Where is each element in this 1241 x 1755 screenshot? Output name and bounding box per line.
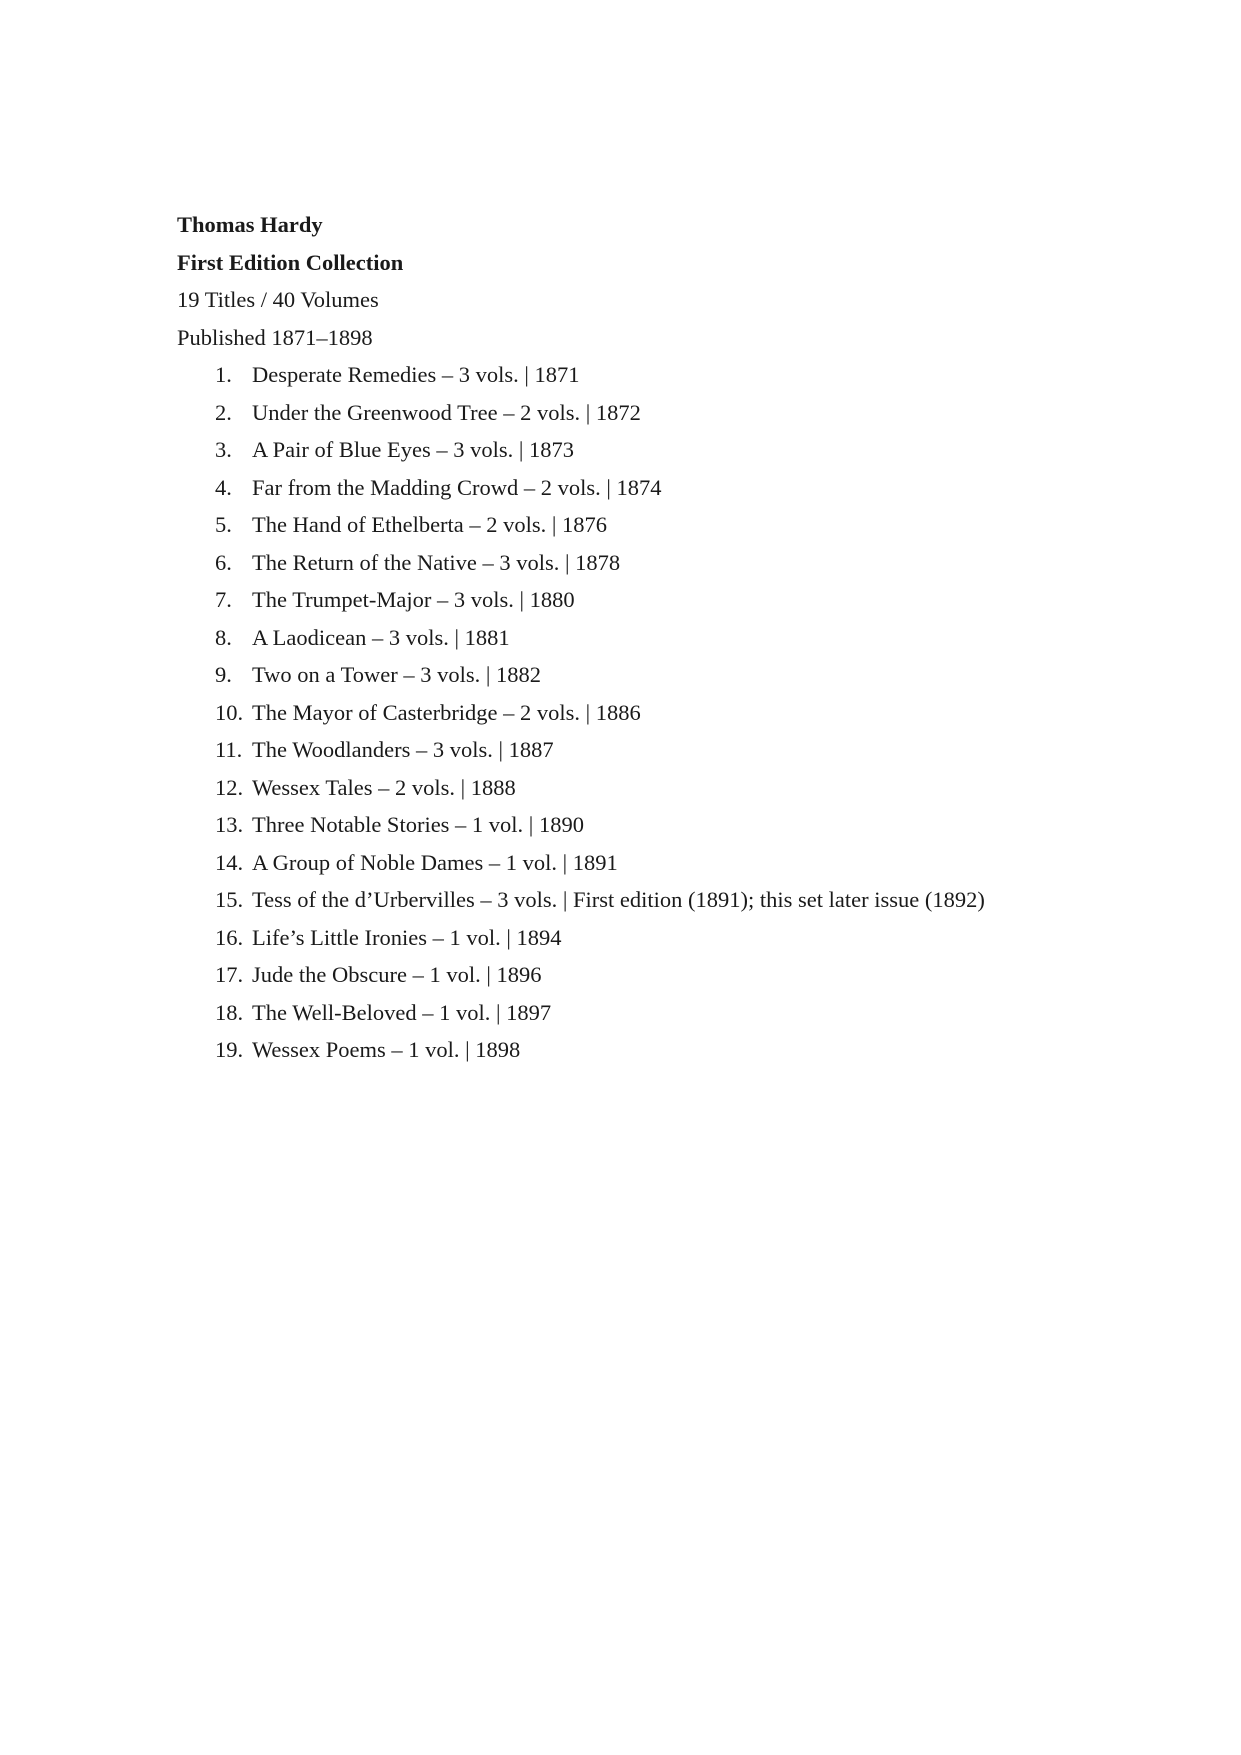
list-item-text: The Return of the Native – 3 vols. | 1878 (252, 549, 621, 575)
list-item-text: A Pair of Blue Eyes – 3 vols. | 1873 (252, 437, 574, 462)
list-item-text: Under the Greenwood Tree – 2 vols. | 1872 (252, 399, 641, 425)
list-item (177, 844, 1177, 882)
list-item (177, 656, 1177, 694)
list-item (177, 956, 1177, 994)
list-item-number: 19. (215, 1037, 244, 1062)
list-item-text: Far from the Madding Crowd – 2 vols. | 1874 (252, 474, 662, 500)
list-item-number: 18. (215, 999, 244, 1025)
list-item-number: 10. (215, 699, 244, 725)
list-item-number: 8. (215, 624, 232, 650)
document-content (177, 206, 1177, 1069)
list-item (177, 994, 1177, 1032)
list-item-text: The Trumpet-Major – 3 vols. | 1880 (252, 587, 575, 612)
list-item (177, 731, 1177, 769)
list-item (177, 694, 1177, 732)
list-item-number: 16. (215, 924, 244, 950)
list-item (177, 806, 1177, 844)
list-item-text: Wessex Tales – 2 vols. | 1888 (252, 774, 516, 800)
list-item-text: Tess of the d’Urbervilles – 3 vols. | First edition (1891); this set later issue (1892) (252, 887, 985, 912)
list-item-number: 9. (215, 662, 232, 687)
list-item-number: 3. (215, 437, 232, 462)
list-item-number: 4. (215, 474, 232, 500)
list-item-text: Desperate Remedies – 3 vols. | 1871 (252, 362, 580, 387)
list-item-number: 17. (215, 962, 244, 987)
titles-list (177, 356, 1177, 1069)
list-item-number: 7. (215, 587, 232, 612)
list-item (177, 881, 1177, 919)
collection-title: First Edition Collection (177, 249, 404, 275)
list-item-number: 15. (215, 887, 244, 912)
list-item-text: Jude the Obscure – 1 vol. | 1896 (252, 962, 542, 987)
list-item-number: 11. (215, 737, 243, 762)
list-item (177, 506, 1177, 544)
collection-summary: 19 Titles / 40 Volumes (177, 287, 379, 312)
list-item-text: A Laodicean – 3 vols. | 1881 (252, 624, 510, 650)
list-item (177, 431, 1177, 469)
list-item-number: 2. (215, 399, 232, 425)
list-item-text: The Hand of Ethelberta – 2 vols. | 1876 (252, 512, 608, 537)
list-item (177, 619, 1177, 657)
list-item-number: 12. (215, 774, 244, 800)
list-item-text: The Well-Beloved – 1 vol. | 1897 (252, 999, 552, 1025)
list-item (177, 769, 1177, 807)
list-item (177, 469, 1177, 507)
list-item-number: 6. (215, 549, 232, 575)
list-item-text: The Mayor of Casterbridge – 2 vols. | 1886 (252, 699, 641, 725)
list-item-text: The Woodlanders – 3 vols. | 1887 (252, 737, 554, 762)
list-item (177, 544, 1177, 582)
list-item (177, 581, 1177, 619)
list-item (177, 394, 1177, 432)
list-item-text: A Group of Noble Dames – 1 vol. | 1891 (252, 849, 618, 875)
list-item-text: Three Notable Stories – 1 vol. | 1890 (252, 812, 584, 837)
list-item-number: 13. (215, 812, 244, 837)
list-item-text: Two on a Tower – 3 vols. | 1882 (252, 662, 542, 687)
author-heading: Thomas Hardy (177, 212, 323, 237)
list-item (177, 919, 1177, 957)
publication-range: Published 1871–1898 (177, 324, 373, 350)
list-item-number: 1. (215, 362, 232, 387)
list-item-number: 5. (215, 512, 232, 537)
list-item (177, 1031, 1177, 1069)
list-item-number: 14. (215, 849, 244, 875)
list-item-text: Wessex Poems – 1 vol. | 1898 (252, 1037, 521, 1062)
list-item (177, 356, 1177, 394)
list-item-text: Life’s Little Ironies – 1 vol. | 1894 (252, 924, 562, 950)
